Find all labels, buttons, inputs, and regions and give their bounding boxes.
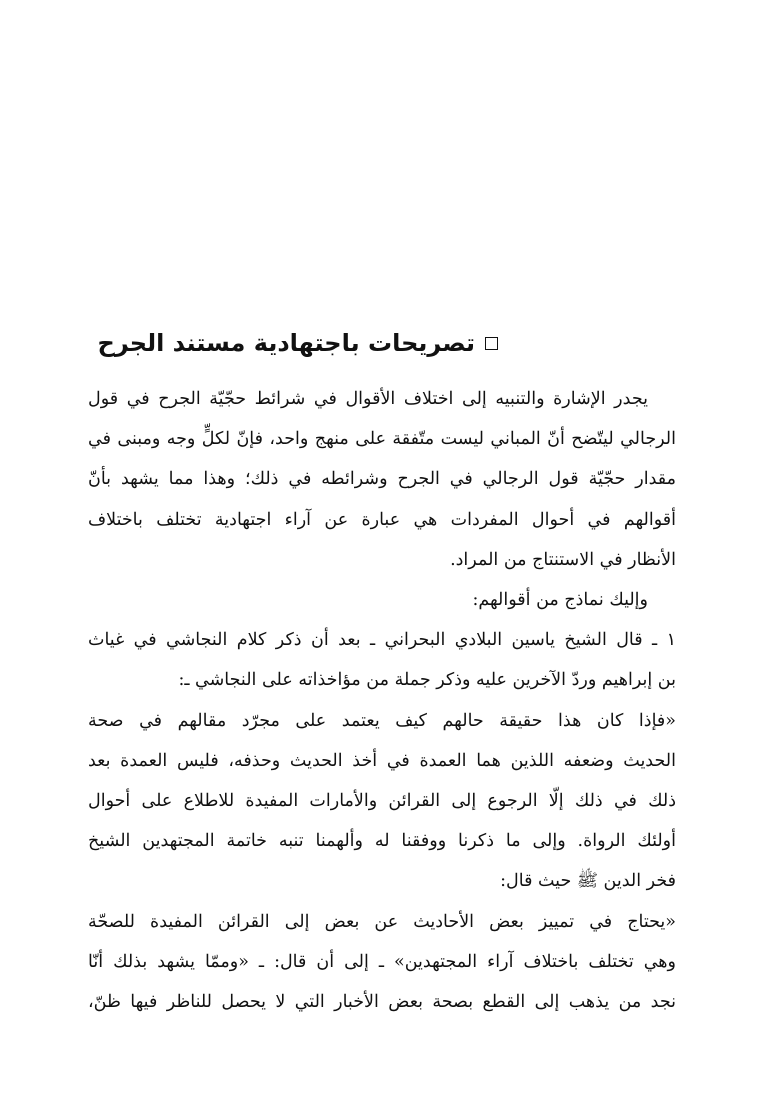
text-line: يجدر الإشارة والتنبيه إلى اختلاف الأقوال في شرائط حجّيّة الجرح في قول (88, 389, 648, 409)
text-line: بن إبراهيم وردّ الآخرين عليه وذكر جملة من مؤاخذاته على النجاشي ـ: (178, 670, 676, 690)
text-line: أقوالهم في أحوال المفردات هي عبارة عن آراء اجتهادية تختلف باختلاف (88, 510, 676, 530)
text-line: ذلك في ذلك إلّا الرجوع إلى القرائن والأمارات المفيدة للاطلاع على أحوال (88, 791, 676, 811)
text-line: «يحتاج في تمييز بعض الأحاديث عن بعض إلى القرائن المفيدة للصحّة (88, 912, 676, 932)
text-line: مقدار حجّيّة قول الرجالي في الجرح وشرائطه في ذلك؛ وهذا مما يشهد بأنّ (88, 469, 676, 489)
text-line: ١ ـ قال الشيخ ياسين البلادي البحراني ـ بعد أن ذكر كلام النجاشي في غياث (88, 630, 676, 650)
square-box-icon (485, 337, 498, 350)
text-line: فخر الدين ﷺ حيث قال: (500, 871, 676, 891)
text-line: الأنظار في الاستنتاج من المراد. (450, 550, 676, 570)
text-line: نجد من يذهب إلى القطع بصحة بعض الأخبار التي لا يحصل للناظر فيها ظنّ، (88, 992, 676, 1012)
text-line: الحديث وضعفه اللذين هما العمدة في أخذ الحديث وحذفه، فليس العمدة بعد (88, 751, 676, 771)
text-line: وإليك نماذج من أقوالهم: (472, 590, 648, 610)
text-line: وهي تختلف باختلاف آراء المجتهدين» ـ إلى أن قال: ـ «وممّا يشهد بذلك أنّا (88, 952, 676, 972)
text-line: الرجالي ليتّضح أنّ المباني ليست متّفقة على منهج واحد، فإنّ لكلٍّ وجه ومبنى في (88, 429, 676, 449)
text-line: «فإذا كان هذا حقيقة حالهم كيف يعتمد على مجرّد مقالهم في صحة (88, 711, 676, 731)
section-heading (98, 326, 498, 360)
text-line: أولئك الرواة. وإلى ما ذكرنا ووفقنا له وألهمنا تنبه خاتمة المجتهدين الشيخ (88, 831, 676, 851)
section-title: تصريحات باجتهادية مستند الجرح (97, 329, 475, 357)
